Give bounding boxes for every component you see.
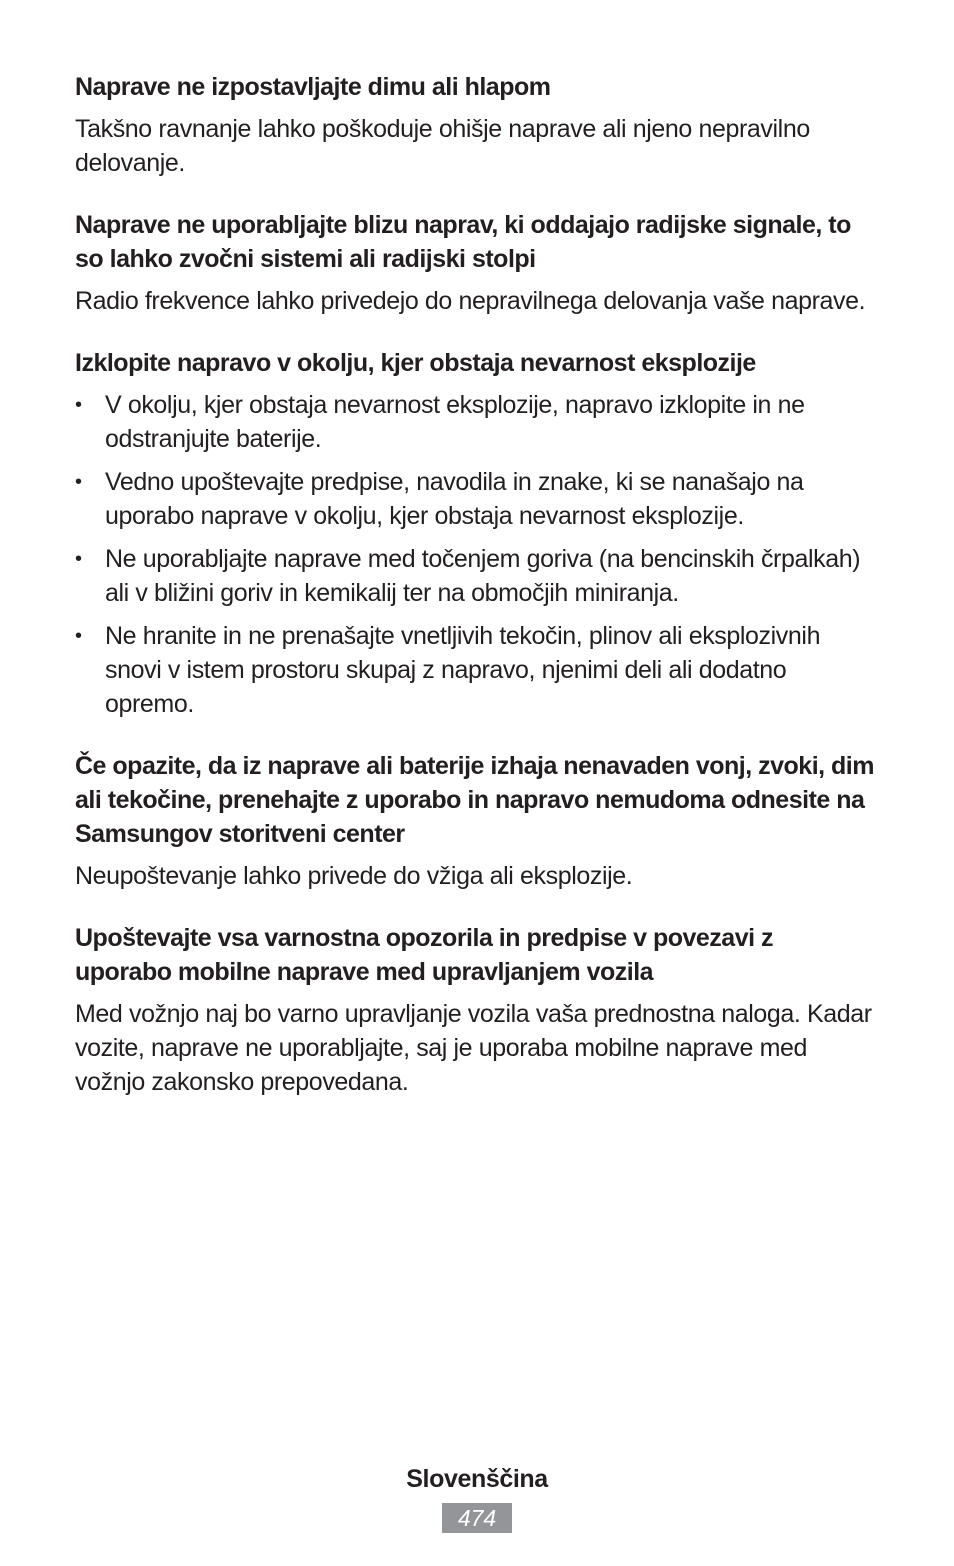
section-driving-safety	[75, 921, 875, 1099]
page-footer	[0, 1462, 954, 1533]
section-unusual-smell	[75, 749, 875, 893]
page-number: 474	[442, 1503, 512, 1533]
document-body	[75, 70, 875, 1127]
list-item-text: Vedno upoštevajte predpise, navodila in znake, ki se nanašajo na uporabo naprave v okolju, kjer obstaja nevarnost eksplozije.	[105, 468, 804, 530]
bullet-icon: •	[75, 548, 82, 570]
section-heading: Naprave ne izpostavljajte dimu ali hlapom	[75, 73, 551, 101]
section-text: Med vožnjo naj bo varno upravljanje vozila vaša prednostna naloga. Kadar vozite, naprave ne uporabljajte, saj je uporaba mobilne naprave med vožnjo zakonsko prepovedana.	[75, 1000, 872, 1096]
section-explosive-environment	[75, 346, 875, 721]
page-number-container	[0, 1503, 954, 1533]
list-item-text: Ne hranite in ne prenašajte vnetljivih tekočin, plinov ali eksplozivnih snovi v istem prostoru skupaj z napravo, njenimi deli ali dodatno opremo.	[105, 622, 821, 718]
section-text: Neupoštevanje lahko privede do vžiga ali eksplozije.	[75, 862, 633, 890]
bullet-list	[75, 388, 875, 721]
section-heading: Upoštevajte vsa varnostna opozorila in predpise v povezavi z uporabo mobilne naprave med upravljanjem vozila	[75, 924, 774, 986]
list-item	[75, 465, 875, 533]
list-item	[75, 388, 875, 456]
bullet-icon: •	[75, 394, 82, 416]
footer-language: Slovenščina	[406, 1465, 548, 1493]
list-item	[75, 619, 875, 721]
bullet-icon: •	[75, 471, 82, 493]
section-radio-signals	[75, 208, 875, 318]
section-text: Takšno ravnanje lahko poškoduje ohišje naprave ali njeno nepravilno delovanje.	[75, 115, 810, 177]
list-item	[75, 542, 875, 610]
bullet-icon: •	[75, 625, 82, 647]
section-smoke-vapor	[75, 70, 875, 180]
list-item-text: Ne uporabljajte naprave med točenjem goriva (na bencinskih črpalkah) ali v bližini goriv in kemikalij ter na območjih miniranja.	[105, 545, 861, 607]
section-heading: Če opazite, da iz naprave ali baterije izhaja nenavaden vonj, zvoki, dim ali tekočine, prenehajte z uporabo in napravo nemudoma odnesite na Samsungov storitveni center	[75, 752, 874, 848]
section-heading: Naprave ne uporabljajte blizu naprav, ki oddajajo radijske signale, to so lahko zvočni sistemi ali radijski stolpi	[75, 211, 851, 273]
list-item-text: V okolju, kjer obstaja nevarnost eksplozije, napravo izklopite in ne odstranjujte baterije.	[105, 391, 805, 453]
section-heading: Izklopite napravo v okolju, kjer obstaja nevarnost eksplozije	[75, 349, 756, 377]
section-text: Radio frekvence lahko privedejo do nepravilnega delovanja vaše naprave.	[75, 287, 866, 315]
